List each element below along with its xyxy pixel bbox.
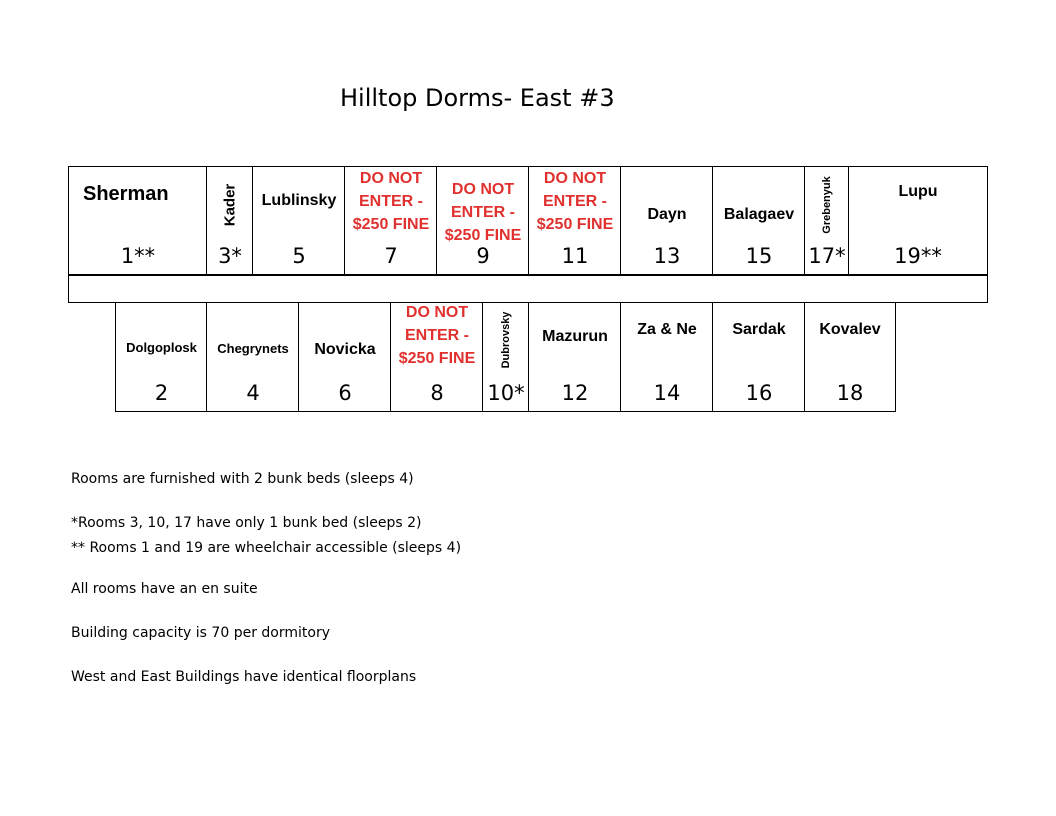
room-9-warning: DO NOT ENTER - $250 FINE [444,181,522,244]
room-16 [712,302,806,412]
room-15-occupant: Balagaev [723,206,795,223]
room-17-occupant: Grebenyuk [821,176,833,234]
room-14-occupant: Za & Ne [637,321,697,338]
room-13 [620,166,714,276]
room-2-number: 2 [154,381,169,405]
room-1-number: 1** [120,244,156,268]
room-18-occupant: Kovalev [819,321,881,338]
room-4 [206,302,300,412]
room-13-number: 13 [653,244,681,268]
room-13-occupant: Dayn [647,206,687,223]
note-floorplans: West and East Buildings have identical floorplans [71,669,417,685]
hallway-corridor [68,274,988,303]
room-3-number: 3* [218,244,242,268]
room-4-number: 4 [246,381,260,405]
room-2-occupant: Dolgoplosk [126,340,197,355]
room-10 [482,302,530,412]
room-5-number: 5 [292,244,306,268]
room-18 [804,302,896,412]
room-7-warning: DO NOT ENTER - $250 FINE [352,170,430,233]
room-17 [804,166,850,276]
room-19-occupant: Lupu [898,183,938,200]
note-capacity: Building capacity is 70 per dormitory [71,625,330,641]
room-6 [298,302,392,412]
room-7-number: 7 [384,244,398,268]
room-9 [436,166,530,276]
room-3 [206,166,254,276]
room-15-number: 15 [745,244,773,268]
room-1-occupant: Sherman [83,183,169,205]
room-9-number: 9 [476,244,490,268]
room-14-number: 14 [653,381,681,405]
room-6-number: 6 [338,381,352,405]
room-8 [390,302,484,412]
room-6-occupant: Novicka [314,341,376,358]
room-16-number: 16 [745,381,773,405]
room-11 [528,166,622,276]
room-5 [252,166,346,276]
room-8-warning: DO NOT ENTER - $250 FINE [398,304,476,367]
room-16-occupant: Sardak [732,321,786,338]
room-1 [68,166,208,276]
note-single-bunk: *Rooms 3, 10, 17 have only 1 bunk bed (sleeps 2) [71,515,422,531]
room-10-occupant: Dubrovsky [500,311,512,369]
room-19 [848,166,988,276]
page-title: Hilltop Dorms- East #3 [340,84,615,112]
room-11-warning: DO NOT ENTER - $250 FINE [536,170,614,233]
note-en-suite: All rooms have an en suite [71,581,258,597]
room-14 [620,302,714,412]
room-19-number: 19** [894,244,942,268]
room-12 [528,302,622,412]
room-7 [344,166,438,276]
room-18-number: 18 [836,381,864,405]
room-12-occupant: Mazurun [542,328,608,345]
room-3-occupant: Kader [221,183,239,227]
note-furnishing: Rooms are furnished with 2 bunk beds (sleeps 4) [71,471,414,487]
room-2 [115,302,208,412]
note-wheelchair: ** Rooms 1 and 19 are wheelchair accessible (sleeps 4) [71,540,462,556]
room-12-number: 12 [561,381,589,405]
room-11-number: 11 [561,244,589,268]
room-4-occupant: Chegrynets [217,341,289,356]
room-5-occupant: Lublinsky [261,192,337,209]
room-8-number: 8 [430,381,444,405]
room-17-number: 17* [808,244,846,268]
room-15 [712,166,806,276]
room-10-number: 10* [487,381,525,405]
